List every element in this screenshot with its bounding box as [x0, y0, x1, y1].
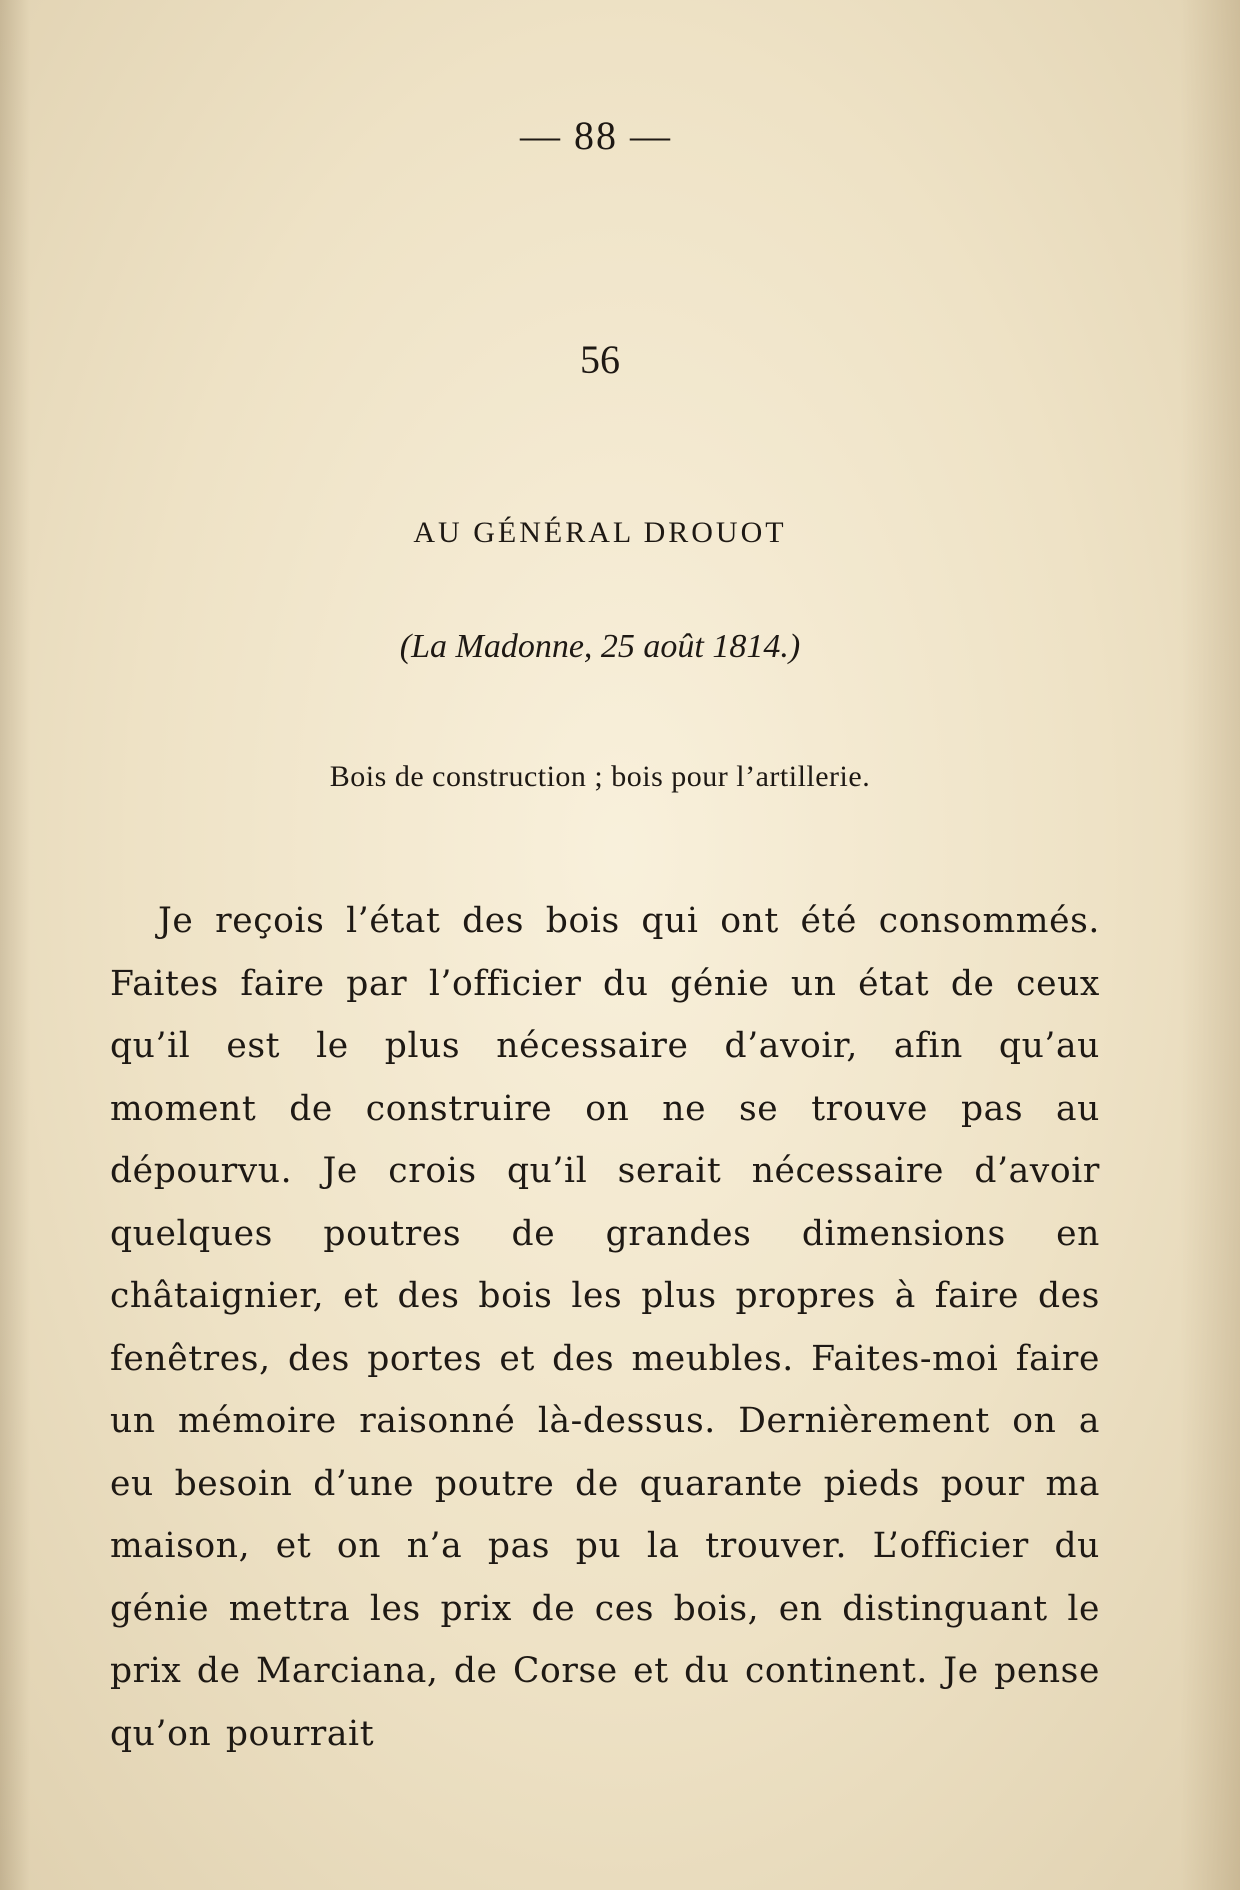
letter-subject: Bois de construction ; bois pour l’artillerie. — [329, 760, 871, 793]
letter-dateline: (La Madonne, 25 août 1814.) — [399, 628, 801, 665]
letter-body: Je reçois l’état des bois qui ont été consommés. Faites faire par l’officier du génie un état de ceux qu’il est le plus nécessaire d’avoir, afin qu’au moment de construire on ne se trouve pas au dépourvu. Je crois qu’il serait nécessaire d’avoir quelques poutres de grandes dimensions en châtaignier, et des bois les plus propres à faire des fenêtres, des portes et des meubles. Faites-moi faire un mémoire raisonné là-dessus. Dernièrement on a eu besoin d’une poutre de quarante pieds pour ma maison, et on n’a pas pu la trouver. L’officier du génie mettra les prix de ces bois, en distinguant le prix de Marciana, de Corse et du continent. Je pense qu’on pourrait — [110, 901, 1100, 1754]
letter-recipient: AU GÉNÉRAL DROUOT — [413, 516, 787, 549]
page-number: — 88 — — [520, 113, 672, 158]
letter-number: 56 — [580, 337, 620, 382]
